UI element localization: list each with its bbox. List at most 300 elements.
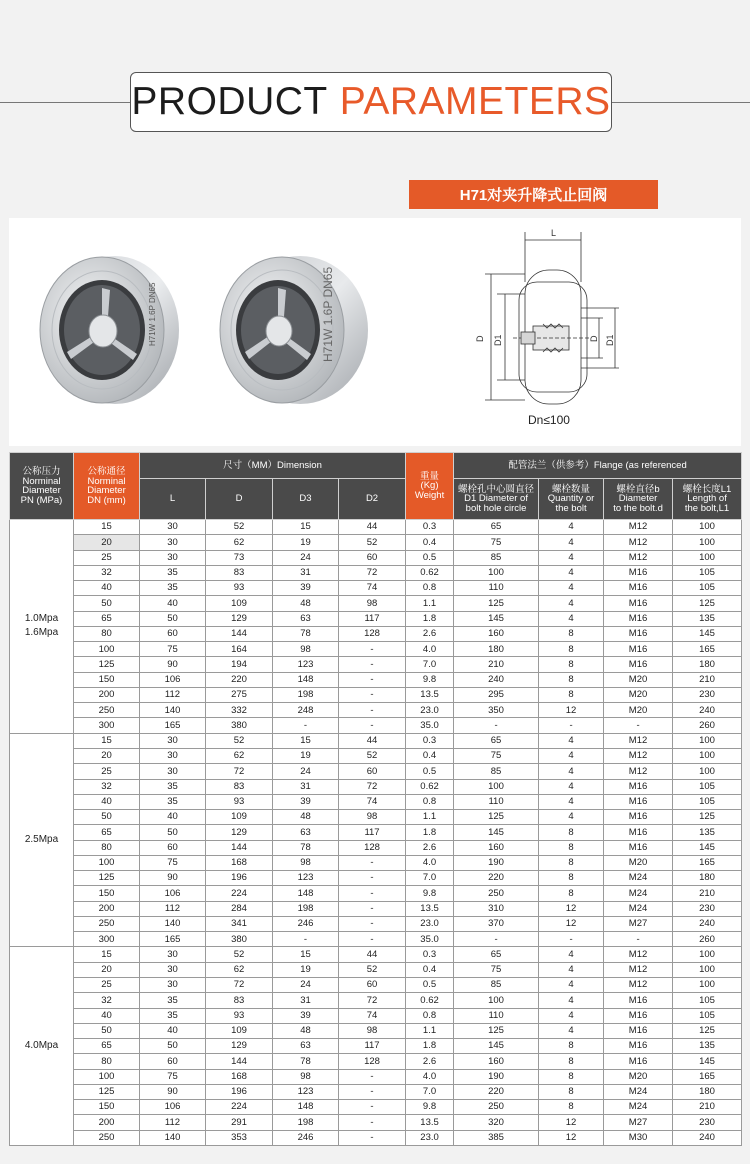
table-cell: M12	[604, 748, 673, 763]
table-cell: 48	[273, 810, 339, 825]
table-cell: 85	[454, 977, 539, 992]
pressure-label: 1.0Mpa	[24, 612, 59, 624]
table-cell: 7.0	[406, 1084, 454, 1099]
table-cell: 15	[273, 520, 339, 535]
header-dn-en1: Norminal	[87, 475, 126, 487]
header-weight	[406, 453, 454, 520]
table-cell: 0.62	[406, 565, 454, 580]
table-cell: 140	[140, 916, 206, 931]
table-row	[10, 764, 742, 779]
table-cell: M30	[604, 1130, 673, 1145]
table-cell: 60	[140, 840, 206, 855]
table-cell: 8	[539, 840, 604, 855]
table-cell: 85	[454, 764, 539, 779]
header-bolt-circle-cn: 螺栓孔中心圆直径	[458, 483, 535, 495]
table-cell: 110	[454, 794, 539, 809]
table-cell: 44	[339, 520, 406, 535]
table-cell: 110	[454, 1008, 539, 1023]
table-cell: -	[339, 672, 406, 687]
table-cell: M20	[604, 687, 673, 702]
table-cell: 190	[454, 855, 539, 870]
table-cell: 48	[273, 1023, 339, 1038]
table-cell: 40	[74, 794, 140, 809]
table-row	[10, 810, 742, 825]
table-row	[10, 703, 742, 718]
valve-marking-right: H71W 1.6P DN65	[321, 266, 335, 362]
table-cell: M16	[604, 794, 673, 809]
table-cell: 65	[74, 1039, 140, 1054]
table-cell: 40	[140, 810, 206, 825]
table-cell: 165	[673, 1069, 742, 1084]
table-cell: 198	[273, 687, 339, 702]
table-cell: 20	[74, 535, 140, 550]
table-cell: 83	[206, 565, 273, 580]
table-cell: 0.8	[406, 581, 454, 596]
table-cell: 63	[273, 1039, 339, 1054]
table-cell: 30	[140, 764, 206, 779]
table-cell: 98	[273, 1069, 339, 1084]
table-cell: 117	[339, 825, 406, 840]
table-cell: 145	[454, 611, 539, 626]
table-cell: M16	[604, 565, 673, 580]
table-cell: 4	[539, 565, 604, 580]
table-cell: 75	[140, 1069, 206, 1084]
header-bolt-dia-cn: 螺栓直径b	[616, 483, 660, 495]
table-cell: 200	[74, 687, 140, 702]
table-cell: 0.4	[406, 535, 454, 550]
table-cell: 250	[454, 1100, 539, 1115]
table-cell: 260	[673, 718, 742, 733]
table-cell: 129	[206, 611, 273, 626]
table-cell: -	[339, 687, 406, 702]
table-cell: 123	[273, 657, 339, 672]
table-cell: 7.0	[406, 871, 454, 886]
table-row	[10, 932, 742, 947]
table-cell: M12	[604, 535, 673, 550]
table-cell: M24	[604, 871, 673, 886]
table-cell: 25	[74, 550, 140, 565]
table-row	[10, 535, 742, 550]
table-row	[10, 1115, 742, 1130]
table-cell: 128	[339, 1054, 406, 1069]
table-cell: 13.5	[406, 1115, 454, 1130]
header-D3: D3	[273, 479, 339, 520]
table-cell: 8	[539, 1100, 604, 1115]
table-cell: 246	[273, 916, 339, 931]
table-cell: 240	[673, 916, 742, 931]
table-cell: -	[339, 901, 406, 916]
table-cell: M20	[604, 672, 673, 687]
table-cell: 2.6	[406, 626, 454, 641]
table-cell: 246	[273, 1130, 339, 1145]
title-word-parameters: PARAMETERS	[339, 80, 611, 123]
table-cell: 0.3	[406, 520, 454, 535]
table-row	[10, 657, 742, 672]
dim-D-right: D	[589, 335, 599, 342]
table-cell: 112	[140, 687, 206, 702]
table-cell: 198	[273, 1115, 339, 1130]
table-cell: 15	[273, 733, 339, 748]
table-row	[10, 993, 742, 1008]
table-cell: 210	[673, 886, 742, 901]
table-cell: 284	[206, 901, 273, 916]
table-cell: -	[339, 1130, 406, 1145]
table-cell: 135	[673, 1039, 742, 1054]
table-cell: 23.0	[406, 1130, 454, 1145]
table-cell: 164	[206, 642, 273, 657]
table-cell: 65	[454, 947, 539, 962]
table-cell: 83	[206, 993, 273, 1008]
table-cell: 31	[273, 565, 339, 580]
table-cell: 35.0	[406, 718, 454, 733]
table-cell: 295	[454, 687, 539, 702]
table-cell: 78	[273, 626, 339, 641]
table-cell: M27	[604, 916, 673, 931]
table-cell: -	[339, 932, 406, 947]
table-cell: 110	[454, 581, 539, 596]
table-cell: 100	[673, 748, 742, 763]
table-cell: 0.5	[406, 977, 454, 992]
table-cell: 20	[74, 962, 140, 977]
table-cell: 8	[539, 672, 604, 687]
table-cell: 83	[206, 779, 273, 794]
table-row	[10, 672, 742, 687]
table-cell: 30	[140, 962, 206, 977]
table-cell: 72	[206, 764, 273, 779]
table-cell: 15	[273, 947, 339, 962]
table-cell: 1.1	[406, 1023, 454, 1038]
table-cell: 198	[273, 901, 339, 916]
table-row	[10, 733, 742, 748]
table-cell: 105	[673, 794, 742, 809]
table-cell: 0.8	[406, 1008, 454, 1023]
table-cell: 370	[454, 916, 539, 931]
header-dn-en3: DN (mm)	[87, 494, 126, 506]
table-cell: 50	[140, 825, 206, 840]
table-cell: 117	[339, 611, 406, 626]
table-cell: 117	[339, 1039, 406, 1054]
table-cell: 78	[273, 840, 339, 855]
table-cell: 194	[206, 657, 273, 672]
table-cell: 196	[206, 871, 273, 886]
header-dn-cn: 公称通径	[87, 466, 126, 477]
table-cell: 50	[140, 611, 206, 626]
table-row	[10, 871, 742, 886]
table-cell: 12	[539, 916, 604, 931]
table-cell: 4.0	[406, 642, 454, 657]
table-cell: 150	[74, 886, 140, 901]
table-cell: M12	[604, 550, 673, 565]
dim-D1-left: D1	[493, 334, 503, 346]
table-cell: 4	[539, 581, 604, 596]
table-cell: 224	[206, 886, 273, 901]
table-cell: M16	[604, 611, 673, 626]
table-cell: 224	[206, 1100, 273, 1115]
table-row	[10, 1084, 742, 1099]
table-cell: 9.8	[406, 672, 454, 687]
table-cell: 75	[454, 748, 539, 763]
table-cell: 4	[539, 962, 604, 977]
table-cell: 62	[206, 962, 273, 977]
parameters-table-body	[10, 520, 742, 1146]
parameters-table	[9, 452, 742, 1146]
table-cell: 145	[673, 840, 742, 855]
table-cell: 32	[74, 779, 140, 794]
table-cell: 65	[454, 520, 539, 535]
table-cell: 144	[206, 626, 273, 641]
table-cell: 100	[673, 947, 742, 962]
table-cell: 125	[454, 1023, 539, 1038]
table-row	[10, 1069, 742, 1084]
table-cell: 4	[539, 550, 604, 565]
table-row	[10, 901, 742, 916]
table-cell: M16	[604, 840, 673, 855]
table-cell: 80	[74, 840, 140, 855]
table-cell: 78	[273, 1054, 339, 1069]
table-cell: 165	[140, 718, 206, 733]
table-cell: 220	[454, 1084, 539, 1099]
table-cell: 60	[140, 1054, 206, 1069]
table-cell: 4	[539, 596, 604, 611]
table-cell: 125	[673, 596, 742, 611]
table-cell: -	[339, 657, 406, 672]
table-cell: M16	[604, 596, 673, 611]
table-cell: 128	[339, 840, 406, 855]
table-cell: 125	[74, 871, 140, 886]
table-cell: 248	[273, 703, 339, 718]
table-cell: 129	[206, 1039, 273, 1054]
table-cell: 4	[539, 794, 604, 809]
table-cell: 80	[74, 1054, 140, 1069]
table-cell: 19	[273, 962, 339, 977]
table-cell: 160	[454, 840, 539, 855]
table-row	[10, 520, 742, 535]
table-cell: 75	[140, 642, 206, 657]
table-row	[10, 947, 742, 962]
table-cell: 100	[74, 1069, 140, 1084]
header-bolt-qty-cn: 螺栓数量	[552, 483, 591, 495]
table-cell: 106	[140, 1100, 206, 1115]
table-cell: 148	[273, 1100, 339, 1115]
table-cell: 105	[673, 993, 742, 1008]
table-cell: 210	[673, 1100, 742, 1115]
table-row	[10, 1023, 742, 1038]
table-cell: 4.0	[406, 1069, 454, 1084]
table-cell: 125	[74, 657, 140, 672]
table-cell: M16	[604, 993, 673, 1008]
table-cell: 125	[454, 810, 539, 825]
valve-photo-left	[37, 254, 182, 406]
table-row	[10, 916, 742, 931]
table-cell: 109	[206, 596, 273, 611]
table-cell: 35	[140, 581, 206, 596]
table-cell: -	[273, 932, 339, 947]
table-cell: 35	[140, 993, 206, 1008]
table-cell: 15	[74, 520, 140, 535]
table-cell: 240	[673, 703, 742, 718]
table-cell: 310	[454, 901, 539, 916]
table-cell: 52	[339, 962, 406, 977]
table-cell: 90	[140, 1084, 206, 1099]
table-cell: M16	[604, 810, 673, 825]
table-cell: 105	[673, 581, 742, 596]
header-dimension: 尺寸（MM）Dimension	[140, 453, 406, 479]
table-cell: 32	[74, 565, 140, 580]
table-cell: 39	[273, 1008, 339, 1023]
table-cell: 30	[140, 550, 206, 565]
table-cell: 65	[454, 733, 539, 748]
header-bolt-len-en2: the bolt,L1	[684, 502, 730, 514]
table-cell: 0.4	[406, 748, 454, 763]
valve-photo-right	[212, 254, 372, 406]
table-cell: 320	[454, 1115, 539, 1130]
table-cell: 100	[673, 962, 742, 977]
table-cell: 8	[539, 642, 604, 657]
table-cell: 19	[273, 748, 339, 763]
table-cell: M24	[604, 1084, 673, 1099]
header-D2: D2	[339, 479, 406, 520]
table-cell: 332	[206, 703, 273, 718]
table-cell: 0.8	[406, 794, 454, 809]
table-cell: 15	[74, 947, 140, 962]
table-cell: 65	[74, 825, 140, 840]
table-cell: 125	[673, 810, 742, 825]
table-cell: 1.8	[406, 611, 454, 626]
table-cell: 168	[206, 1069, 273, 1084]
table-cell: -	[339, 916, 406, 931]
table-cell: 4	[539, 810, 604, 825]
table-cell: 145	[454, 825, 539, 840]
table-cell: 98	[339, 596, 406, 611]
table-cell: 52	[206, 947, 273, 962]
pressure-group-cell	[10, 733, 74, 947]
table-cell: 160	[454, 1054, 539, 1069]
table-cell: M16	[604, 1054, 673, 1069]
table-cell: 74	[339, 794, 406, 809]
table-cell: -	[339, 718, 406, 733]
table-row	[10, 977, 742, 992]
table-cell: 12	[539, 901, 604, 916]
table-cell: 75	[454, 535, 539, 550]
table-cell: -	[454, 932, 539, 947]
table-cell: 129	[206, 825, 273, 840]
table-row	[10, 611, 742, 626]
table-cell: 93	[206, 1008, 273, 1023]
table-cell: 144	[206, 840, 273, 855]
header-bolt-qty	[539, 479, 604, 520]
header-flange: 配管法兰（供参考）Flange (as referenced	[454, 453, 742, 479]
table-cell: 300	[74, 932, 140, 947]
header-bolt-qty-en2: the bolt	[555, 502, 587, 514]
header-pn-en3: PN (MPa)	[20, 494, 63, 506]
table-cell: 30	[140, 748, 206, 763]
table-cell: 8	[539, 871, 604, 886]
table-cell: -	[339, 642, 406, 657]
table-cell: 380	[206, 932, 273, 947]
table-cell: 24	[273, 764, 339, 779]
table-cell: -	[339, 703, 406, 718]
table-cell: 4	[539, 1008, 604, 1023]
table-cell: 98	[339, 810, 406, 825]
table-cell: -	[604, 718, 673, 733]
table-cell: 23.0	[406, 703, 454, 718]
table-cell: 4	[539, 947, 604, 962]
table-cell: 52	[206, 520, 273, 535]
table-cell: 353	[206, 1130, 273, 1145]
table-cell: 112	[140, 1115, 206, 1130]
table-cell: 8	[539, 1084, 604, 1099]
table-cell: 50	[74, 810, 140, 825]
table-cell: 196	[206, 1084, 273, 1099]
table-cell: 98	[273, 642, 339, 657]
table-cell: 60	[140, 626, 206, 641]
table-row	[10, 642, 742, 657]
table-cell: M16	[604, 626, 673, 641]
table-cell: 93	[206, 794, 273, 809]
table-cell: 180	[673, 1084, 742, 1099]
table-cell: 123	[273, 871, 339, 886]
table-row	[10, 825, 742, 840]
table-cell: 180	[454, 642, 539, 657]
table-cell: M16	[604, 581, 673, 596]
valve-marking-left: H71W 1.6P DN65	[148, 282, 157, 346]
table-cell: 30	[140, 520, 206, 535]
table-cell: M20	[604, 1069, 673, 1084]
table-cell: -	[273, 718, 339, 733]
dn-condition-label: Dn≤100	[528, 413, 570, 427]
table-cell: 8	[539, 886, 604, 901]
table-row	[10, 565, 742, 580]
table-cell: 250	[74, 916, 140, 931]
table-cell: 20	[74, 748, 140, 763]
table-cell: 40	[140, 596, 206, 611]
table-cell: 106	[140, 672, 206, 687]
table-cell: 125	[454, 596, 539, 611]
product-name-banner: H71对夹升降式止回阀	[409, 180, 658, 209]
table-cell: 98	[273, 855, 339, 870]
page-title	[130, 72, 612, 132]
table-cell: 31	[273, 779, 339, 794]
table-cell: 4.0	[406, 855, 454, 870]
header-bolt-dia-en2: to the bolt.d	[613, 502, 663, 514]
table-cell: 144	[206, 1054, 273, 1069]
table-cell: 75	[140, 855, 206, 870]
table-cell: 165	[673, 855, 742, 870]
table-cell: 30	[140, 535, 206, 550]
table-cell: 74	[339, 1008, 406, 1023]
table-cell: M12	[604, 962, 673, 977]
table-cell: 72	[339, 779, 406, 794]
table-cell: 210	[454, 657, 539, 672]
table-cell: 52	[206, 733, 273, 748]
table-row	[10, 596, 742, 611]
table-cell: 0.3	[406, 733, 454, 748]
technical-drawing	[469, 222, 619, 422]
table-cell: 4	[539, 764, 604, 779]
table-cell: 4	[539, 993, 604, 1008]
table-cell: 35.0	[406, 932, 454, 947]
table-cell: 8	[539, 626, 604, 641]
table-cell: 230	[673, 687, 742, 702]
header-dn	[74, 453, 140, 520]
table-row	[10, 1130, 742, 1145]
table-cell: -	[339, 1100, 406, 1115]
table-cell: -	[339, 1084, 406, 1099]
table-cell: 168	[206, 855, 273, 870]
table-cell: M16	[604, 1023, 673, 1038]
table-cell: 60	[339, 977, 406, 992]
table-row	[10, 886, 742, 901]
